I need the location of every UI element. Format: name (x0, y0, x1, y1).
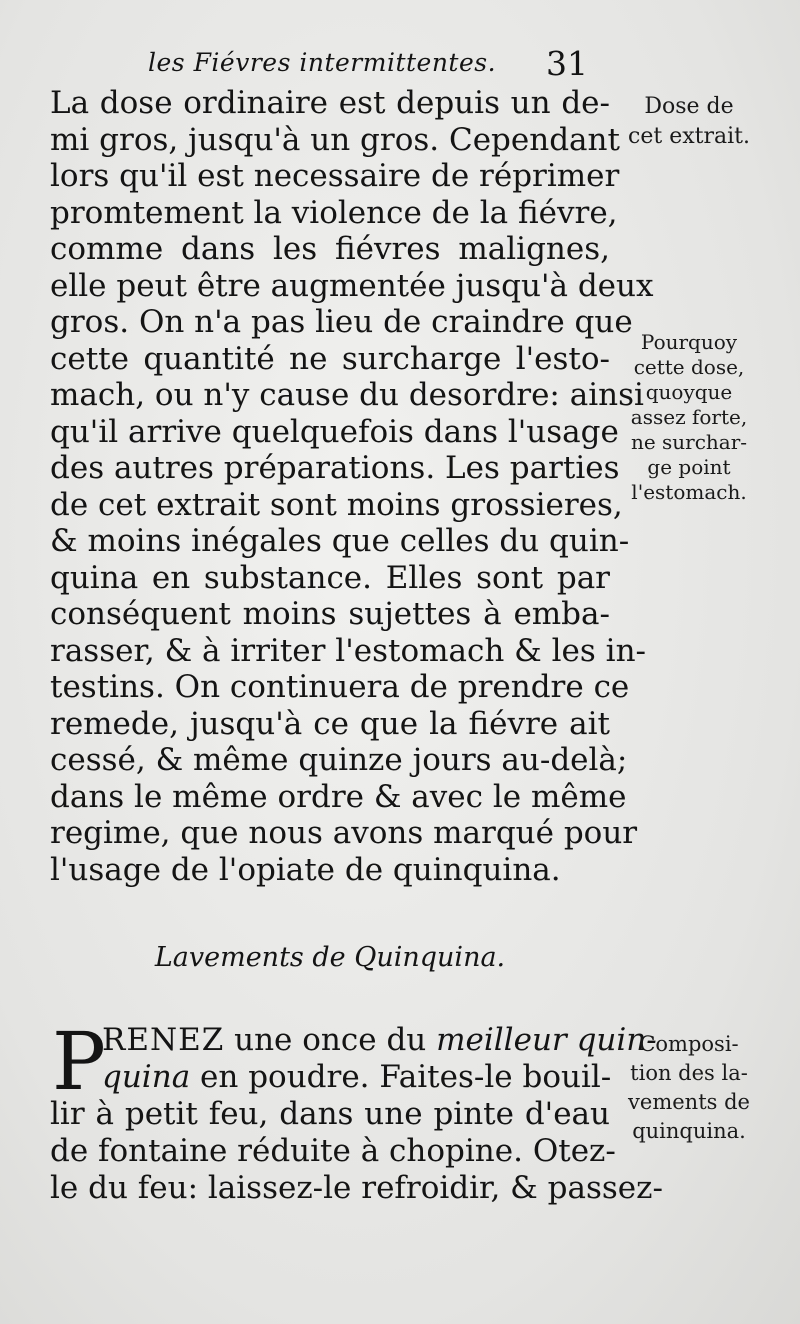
text-line (50, 1059, 610, 1096)
text-run: en poudre. Faites-le bouil- (190, 1059, 612, 1095)
text-line: La dose ordinaire est depuis un de- (50, 85, 610, 121)
text-line: l'usage de l'opiate de quinquina. (50, 851, 561, 888)
section-paragraph (50, 1015, 663, 1207)
text-line: testins. On continuera de prendre ce (50, 669, 630, 705)
margin-note-line: ne surchar- (630, 430, 748, 454)
margin-note-line: vements de (628, 1090, 750, 1114)
text-line: mach, ou n'y cause du desordre: ainsi (50, 377, 644, 413)
text-line: quina en substance. Elles sont par (50, 559, 610, 596)
text-line: remede, jusqu'à ce que la fiévre ait (50, 705, 610, 742)
margin-note-composition (614, 1030, 764, 1146)
text-line: regime, que nous avons marqué pour (50, 815, 638, 851)
margin-note-line: Pourquoy (640, 330, 738, 354)
text-line: de fontaine réduite à chopine. Otez- (50, 1133, 616, 1169)
text-line: elle peut être augmentée jusqu'à deux (50, 267, 654, 304)
margin-note-line: quoyque (645, 380, 733, 404)
text-run: une once du (224, 1022, 437, 1058)
page-number: 31 (546, 44, 588, 83)
margin-note-line: quinquina. (632, 1119, 746, 1143)
text-line: lors qu'il est necessaire de réprimer (50, 158, 620, 194)
text-line: qu'il arrive quelquefois dans l'usage (50, 413, 619, 450)
text-line: cessé, & même quinze jours au-delà; (50, 742, 628, 778)
margin-note-line: cette dose, (633, 355, 745, 379)
margin-note-line: Dose de (644, 94, 734, 119)
text-line: de cet extrait sont moins grossieres, (50, 486, 623, 523)
text-line: des autres préparations. Les parties (50, 450, 620, 486)
text-line: gros. On n'a pas lieu de craindre que (50, 304, 633, 340)
text-line: dans le même ordre & avec le même (50, 778, 627, 815)
text-line: lir à petit feu, dans une pinte d'eau (50, 1096, 610, 1132)
text-line: comme dans les fiévres malignes, (50, 231, 610, 267)
running-head-title: les Fiévres intermittentes. (148, 48, 497, 77)
margin-note-line: l'estomach. (631, 480, 747, 504)
text-line: conséquent moins sujettes à emba- (50, 596, 610, 632)
main-paragraph (50, 85, 654, 888)
smallcaps-word: RENEZ (102, 1022, 225, 1058)
text-line: mi gros, jusqu'à un gros. Cependant (50, 121, 620, 158)
text-line: & moins inégales que celles du quin- (50, 523, 630, 559)
running-head (148, 44, 588, 84)
margin-note-pourquoy (614, 330, 764, 505)
drop-cap: P (52, 1015, 106, 1108)
margin-note-line: assez forte, (630, 405, 748, 429)
italic-run: meilleur quin- (436, 1022, 657, 1058)
section-heading: Lavements de Quinquina. (154, 942, 506, 973)
text-line: rasser, & à irriter l'estomach & les in- (50, 632, 647, 669)
text-line: le du feu: laissez-le refroidir, & passez- (50, 1170, 663, 1206)
margin-note-line: tion des la- (630, 1061, 748, 1085)
text-line: promtement la violence de la fiévre, (50, 194, 618, 231)
margin-note-line: Composi- (639, 1032, 739, 1056)
margin-note-dose (614, 92, 764, 152)
text-line: cette quantité ne surcharge l'esto- (50, 340, 610, 377)
text-line (50, 1022, 657, 1059)
italic-run: quina (102, 1059, 191, 1095)
margin-note-line: cet extrait. (628, 124, 750, 149)
margin-note-line: ge point (647, 455, 731, 479)
